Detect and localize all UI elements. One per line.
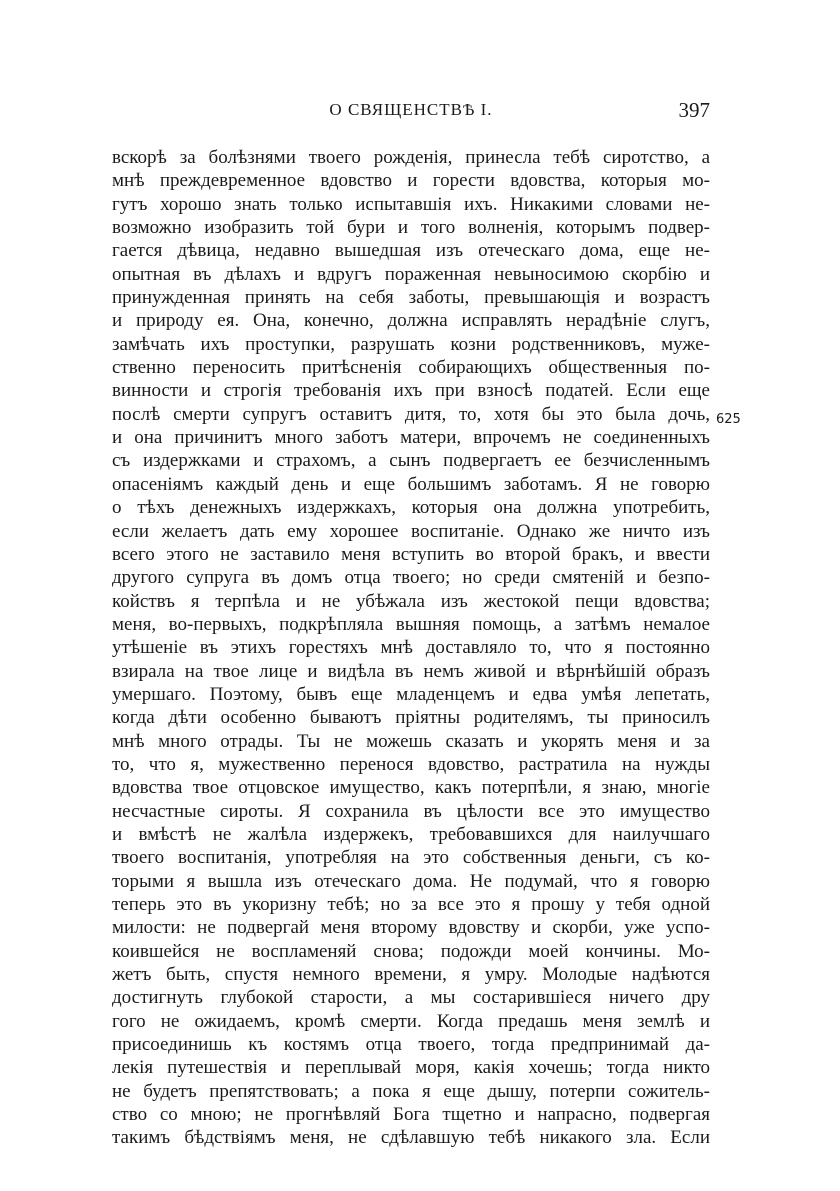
text-line: твоего воспитанія, употребляя на это собственныя деньги, съ ко- (112, 847, 710, 869)
text-line: утѣшеніе въ этихъ горестяхъ мнѣ доставляло то, что я постоянно (112, 637, 710, 659)
text-line: возможно изобразить той бури и того волненія, которымъ подвер- (112, 217, 710, 239)
text-line: присоединишь къ костямъ отца твоего, тогда предпринимай да- (112, 1034, 710, 1056)
text-line: гутъ хорошо знать только испытавшія ихъ. Никакими словами не- (112, 193, 710, 215)
text-line: мнѣ преждевременное вдовство и горести вдовства, которыя мо- (112, 170, 710, 192)
text-line: другого супруга въ домъ отца твоего; но среди смятеній и безпо- (112, 567, 710, 589)
text-line: лекія путешествія и переплывай моря, какія хочешь; тогда никто (112, 1057, 710, 1079)
text-line: такимъ бѣдствіямъ меня, не сдѣлавшую тебѣ никакого зла. Если (112, 1127, 710, 1149)
text-line: не будетъ препятствовать; а пока я еще дышу, потерпи сожитель- (112, 1080, 710, 1102)
text-line: о тѣхъ денежныхъ издержкахъ, которыя она должна употребить, (112, 497, 710, 519)
text-line: и природу ея. Она, конечно, должна исправлять нерадѣніе слугъ, (112, 310, 710, 332)
body-text (112, 146, 710, 1150)
text-line: послѣ смерти супругъ оставитъ дитя, то, хотя бы это была дочь, (112, 403, 710, 425)
text-line: и вмѣстѣ не жалѣла издержекъ, требовавшихся для наилучшаго (112, 823, 710, 845)
text-line: умершаго. Поэтому, бывъ еще младенцемъ и едва умѣя лепетать, (112, 683, 710, 705)
text-line: опытная въ дѣлахъ и вдругъ пораженная невыносимою скорбію и (112, 263, 710, 285)
text-line: когда дѣти особенно бываютъ пріятны родителямъ, ты приносилъ (112, 707, 710, 729)
text-line: несчастные сироты. Я сохранила въ цѣлости все это имущество (112, 800, 710, 822)
text-line: жетъ быть, спустя немного времени, я умру. Молодые надѣются (112, 964, 710, 986)
text-line: гого не ожидаемъ, кромѣ смерти. Когда предашь меня землѣ и (112, 1010, 710, 1032)
text-line: койствъ я терпѣла и не убѣжала изъ жестокой пещи вдовства; (112, 590, 710, 612)
text-line: мнѣ много отрады. Ты не можешь сказать и укорять меня и за (112, 730, 710, 752)
text-line: и она причинитъ много заботъ матери, впрочемъ не соединенныхъ (112, 427, 710, 449)
text-line: коившейся не воспламеняй снова; подожди моей кончины. Мо- (112, 940, 710, 962)
page-number: 397 (678, 98, 710, 122)
running-title: О СВЯЩЕНСТВѢ I. (329, 100, 493, 119)
text-line: принужденная принять на себя заботы, превышающія и возрастъ (112, 287, 710, 309)
text-line: всего этого не заставило меня вступить во второй бракъ, и ввести (112, 543, 710, 565)
text-line: милости: не подвергай меня второму вдовству и скорби, уже успо- (112, 917, 710, 939)
text-line: вскорѣ за болѣзнями твоего рожденія, принесла тебѣ сиротство, а (112, 147, 710, 168)
text-line: опасеніямъ каждый день и еще большимъ заботамъ. Я не говорю (112, 473, 710, 495)
text-line: съ издержками и страхомъ, а сынъ подвергаетъ ее безчисленнымъ (112, 450, 710, 472)
text-line: вдовства твое отцовское имущество, какъ потерпѣли, я знаю, многіе (112, 777, 710, 799)
text-line: теперь это въ укоризну тебѣ; но за все это я прошу у тебя одной (112, 894, 710, 915)
text-line: ственно переносить притѣсненія собирающихъ общественныя по- (112, 357, 710, 379)
text-line: торыми я вышла изъ отеческаго дома. Не подумай, что я говорю (112, 870, 710, 892)
text-line: меня, во-первыхъ, подкрѣпляла вышняя помощь, а затѣмъ немалое (112, 613, 710, 635)
running-header (112, 100, 710, 128)
text-line: ство со мною; не прогнѣвляй Бога тщетно и напрасно, подвергая (112, 1104, 710, 1126)
text-line: замѣчать ихъ проступки, разрушать козни родственниковъ, муже- (112, 333, 710, 355)
text-line: винности и строгія требованія ихъ при взносѣ податей. Если еще (112, 380, 710, 402)
margin-reference-number: 625 (716, 412, 741, 427)
text-line: достигнуть глубокой старости, а мы состарившіеся ничего дру (112, 987, 710, 1009)
text-line: то, что я, мужественно перенося вдовство, растратила на нужды (112, 753, 710, 775)
text-line: взирала на твое лице и видѣла въ немъ живой и вѣрнѣйшій образъ (112, 660, 710, 682)
text-line: гается дѣвица, недавно вышедшая изъ отеческаго дома, еще не- (112, 240, 710, 262)
text-line: если желаетъ дать ему хорошее воспитаніе. Однако же ничто изъ (112, 520, 710, 542)
